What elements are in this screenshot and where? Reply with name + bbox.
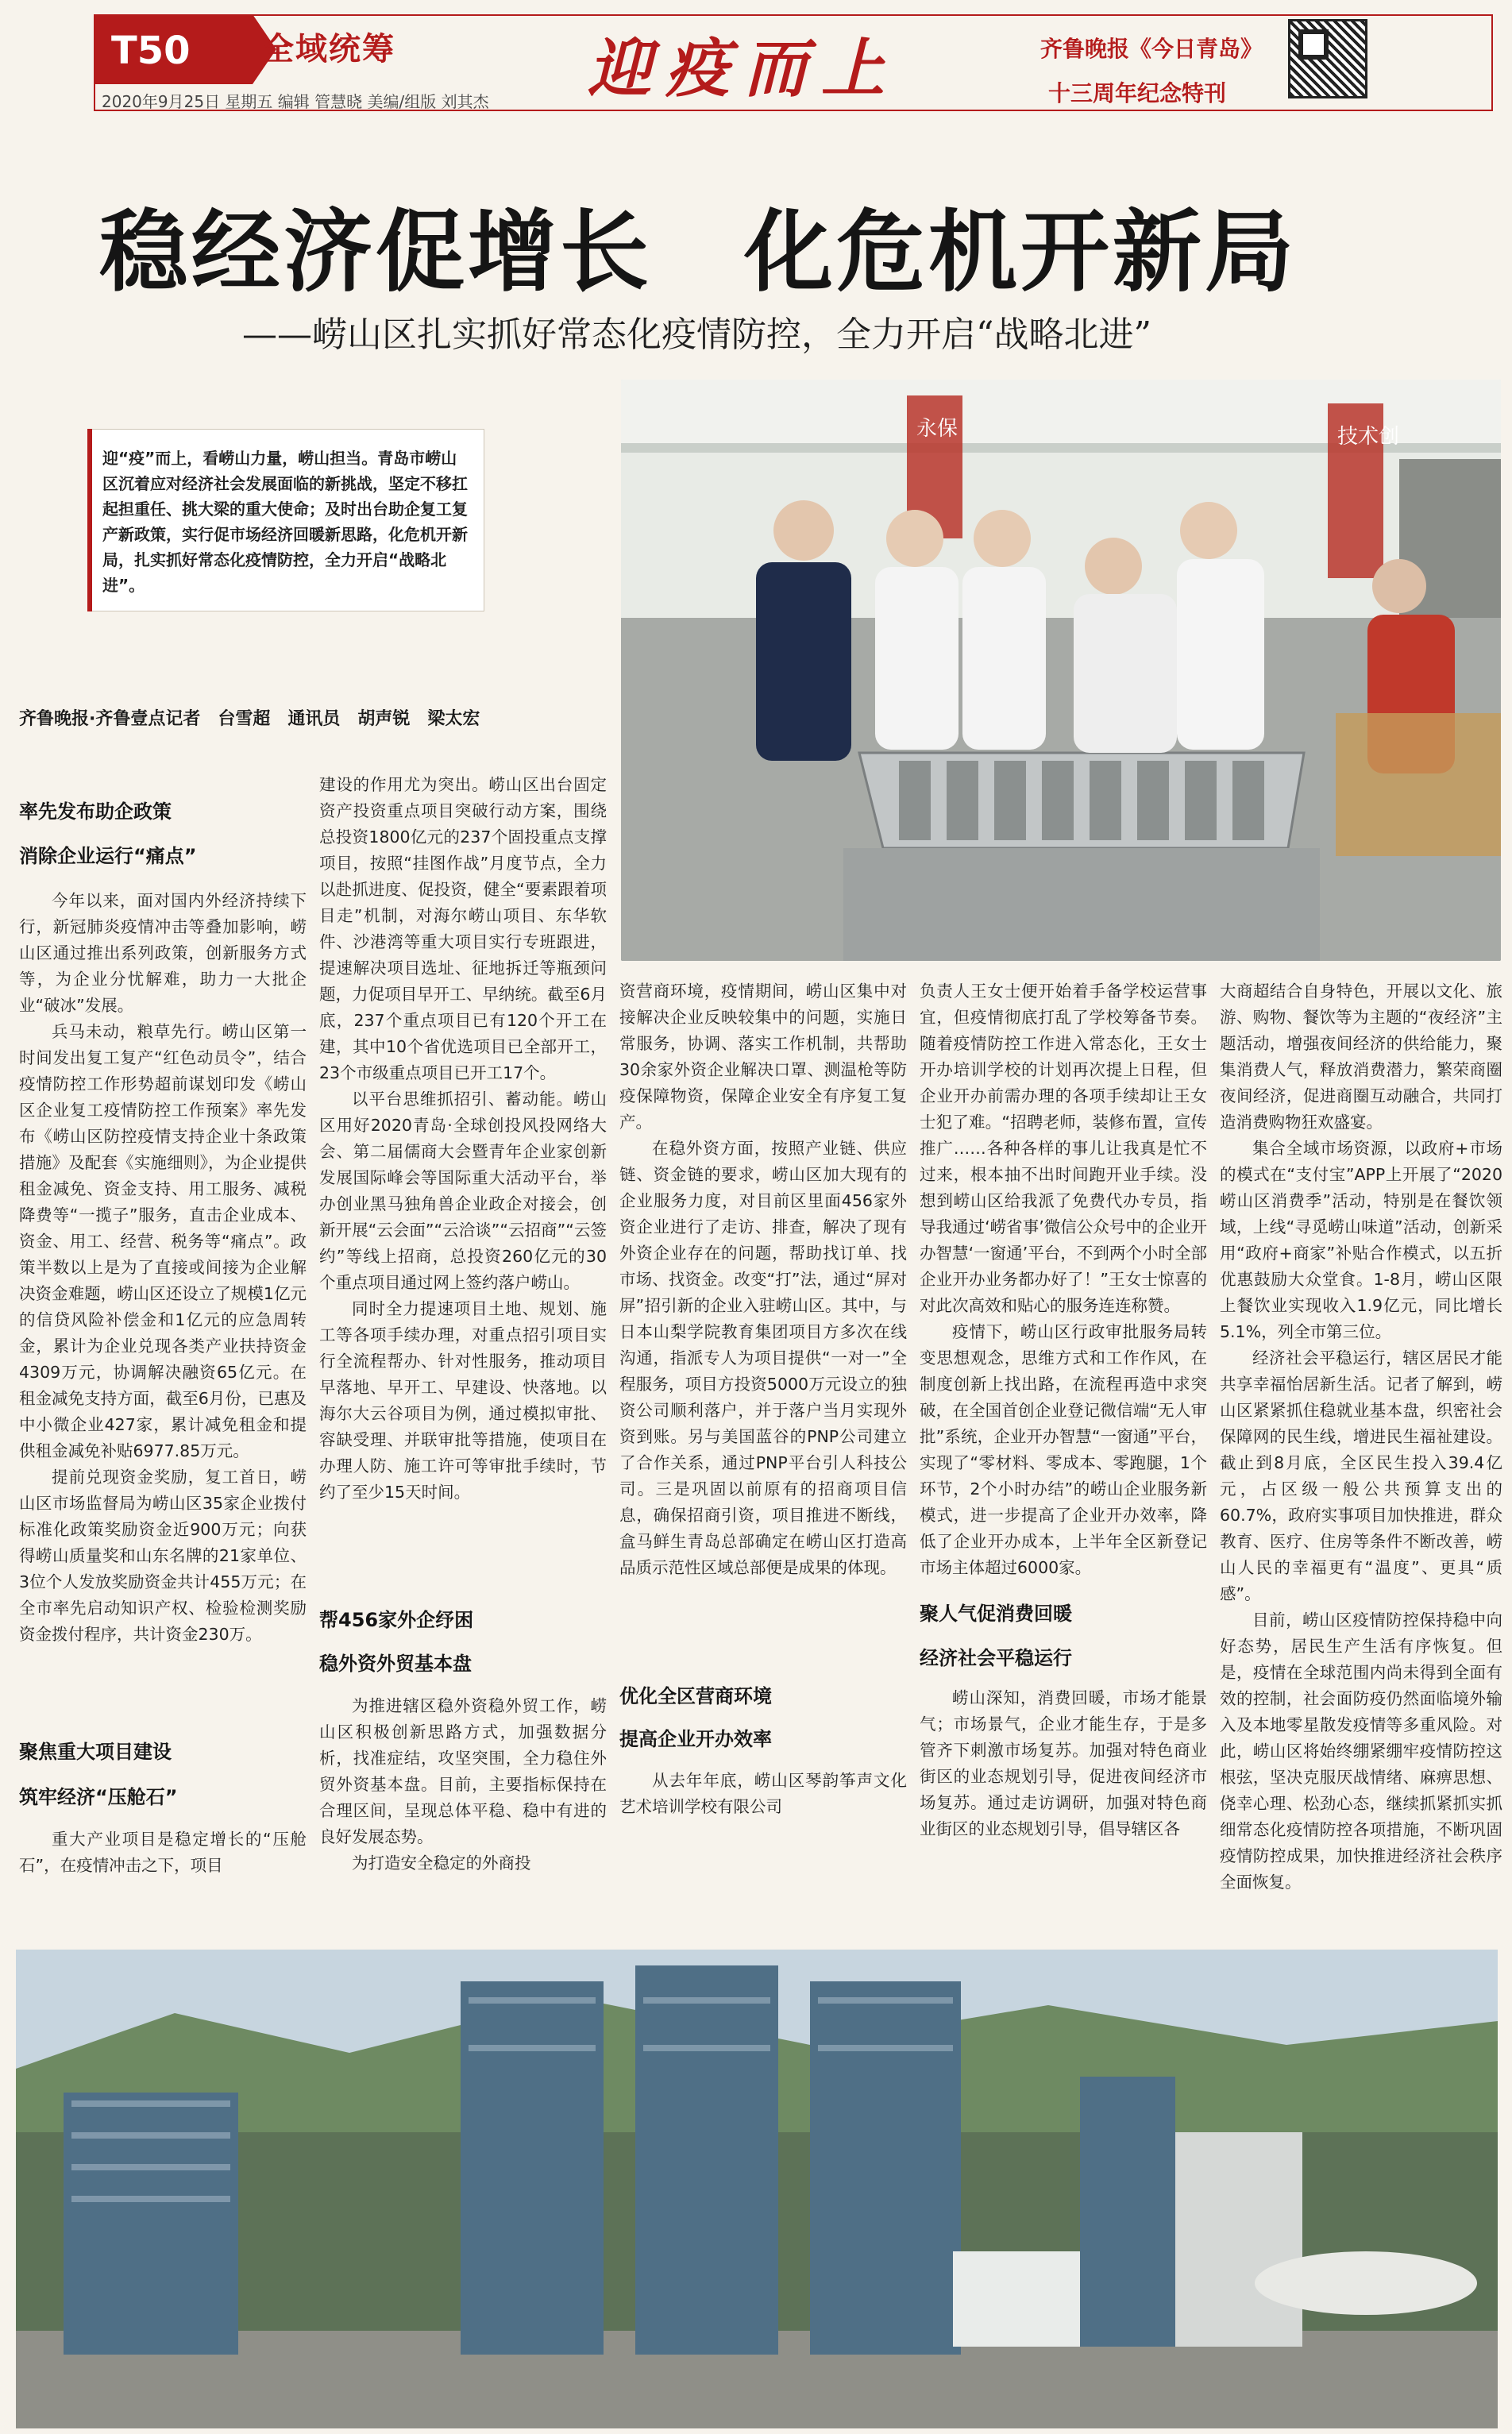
intro-text: 迎“疫”而上，看崂山力量，崂山担当。青岛市崂山区沉着应对经济社会发展面临的新挑战，坚定不移扛起担重任、挑大梁的重大使命；及时出台助企复工复产新政策，实行促市场经济回暖新思路，化危机开新局，扎实抓好常态化疫情防控，全力开启“战略北进”。 <box>102 449 468 595</box>
heading-col1-d: 筑牢经济“压舱石” <box>19 1786 178 1808</box>
heading-col1-a: 率先发布助企政策 <box>19 800 172 823</box>
heading-col2-a: 帮456家外企纾困 <box>319 1609 474 1631</box>
issue-meta: 2020年9月25日 星期五 编辑 管慧晓 美编/组版 刘其杰 <box>102 92 489 111</box>
paragraph: 提前兑现资金奖励，复工首日，崂山区市场监督局为崂山区35家企业拨付标准化政策奖励资金近900万元；向获得崂山质量奖和山东名牌的21家单位、3位个人发放奖励资金共计455万元；在全市率先启动知识产权、检验检测奖励资金拨付程序，共计资金230万。 <box>19 1468 307 1644</box>
section-title: 全域统筹 <box>262 31 395 68</box>
paragraph: 为打造安全稳定的外商投 <box>352 1853 531 1873</box>
photo-laoshan-aerial-art <box>16 1950 1498 2428</box>
main-headline: 稳经济促增长 化危机开新局 <box>99 201 1297 304</box>
paragraph: 经济社会平稳运行，辖区居民才能共享幸福怡居新生活。记者了解到，崂山区紧紧抓住稳就业基本盘，织密社会保障网的民生线，增进民生福祉建设。截止到8月底，全区民生投入39.4亿元，占区级一般公共预算支出的60.7%，政府实事项目加快推进，群众教育、医疗、住房等条件不断改善，崂山人民的幸福更有“温度”、更具“质感”。 <box>1220 1348 1502 1603</box>
heading-col1-c: 聚焦重大项目建设 <box>19 1741 172 1763</box>
photo-tea-inspection-art <box>621 380 1501 961</box>
qr-code-icon <box>1288 19 1367 98</box>
paragraph: 重大产业项目是稳定增长的“压舱石”，在疫情冲击之下，项目 <box>19 1830 307 1875</box>
paragraph: 疫情下，崂山区行政审批服务局转变思想观念，思维方式和工作作风，在制度创新上找出路，在流程再造中求突破，在全国首创企业登记微信端“无人审批”系统，企业开办智慧“一窗通”平台，实现了“零材料、零成本、零跑腿，1个环节，2个小时办结”的崂山企业服务新模式，进一步提高了企业开办效率，降低了企业开办成本，上半年全区新登记市场主体超过6000家。 <box>920 1322 1207 1577</box>
paragraph: 兵马未动，粮草先行。崂山区第一时间发出复工复产“红色动员令”，结合疫情防控工作形势超前谋划印发《崂山区企业复工疫情防控工作预案》率先发布《崂山区防控疫情支持企业十条政策措施》及配套《实施细则》，为企业提供租金减免、资金支持、用工服务、减税降费等“一揽子”服务，直击企业成本、资金、用工、经营、税务等“痛点”。政策半数以上是为了直接或间接为企业解决资金难题，崂山区还设立了规模1亿元的信贷风险补偿金和1亿元的应急周转金，累计为企业兑现各类产业扶持资金4309万元，协调解决融资65亿元。在租金减免支持方面，截至6月份，已惠及中小微企业427家，累计减免租金和提供租金减免补贴6977.85万元。 <box>19 1022 307 1460</box>
heading-col4-b: 经济社会平稳运行 <box>920 1647 1072 1669</box>
page-number-badge <box>94 14 253 84</box>
paragraph: 资营商环境，疫情期间，崂山区集中对接解决企业反映较集中的问题，实施日常服务，协调、落实工作机制，共帮助30余家外资企业解决口罩、测温枪等防疫保障物资，保障企业安全有序复工复产。 <box>619 982 907 1132</box>
article-col4-tail <box>920 1685 1207 1842</box>
article-col2 <box>319 772 607 1506</box>
paragraph: 大商超结合自身特色，开展以文化、旅游、购物、餐饮等为主题的“夜经济”主题活动，增强夜间经济的供给能力，聚集消费人气，释放消费潜力，繁荣商圈夜间经济，促进商圈互动融合，共同打造消费购物狂欢盛宴。 <box>1220 982 1502 1132</box>
intro-accent-bar <box>87 429 92 611</box>
byline: 齐鲁晚报·齐鲁壹点记者 台雪超 通讯员 胡声锐 梁太宏 <box>19 709 480 729</box>
campaign-slogan: 迎疫而上 <box>588 31 899 106</box>
page-number: T50 <box>111 29 191 73</box>
paragraph: 集合全域市场资源，以政府+市场的模式在“支付宝”APP上开展了“2020崂山区消费季”活动，特别是在餐饮领域，上线“寻觅崂山味道”活动，创新采用“政府+商家”补贴合作模式，以五折优惠鼓励大众堂食。1-8月，崂山区限上餐饮业实现收入1.9亿元，同比增长5.1%，列全市第三位。 <box>1220 1139 1502 1341</box>
anniversary-label: 十三周年纪念特刊 <box>1048 80 1227 106</box>
banner-sign-right: 技术创 <box>1337 425 1400 449</box>
paragraph: 崂山深知，消费回暖，市场才能景气；市场景气，企业才能生存，于是多管齐下刺激市场复苏。加强对特色商业街区的业态规划引导，促进夜间经济市场复苏。通过走访调研，加强对特色商业街区的业态规划引导，倡导辖区各 <box>920 1688 1207 1838</box>
newspaper-name: 齐鲁晚报《今日青岛》 <box>1040 36 1263 62</box>
article-col1 <box>19 888 307 1648</box>
heading-col3-b: 提高企业开办效率 <box>619 1728 772 1750</box>
paragraph: 目前，崂山区疫情防控保持稳中向好态势，居民生产生活有序恢复。但是，疫情在全球范围内尚未得到全面有效的控制，社会面防疫仍然面临境外输入及本地零星散发疫情等多重风险。对此，崂山区将始终绷紧绷牢疫情防控这根弦，坚决克服厌战情绪、麻痹思想、侥幸心理、松劲心态，继续抓紧抓实抓细常态化疫情防控各项措施，不断巩固疫情防控成果，加快推进经济社会秩序全面恢复。 <box>1220 1610 1502 1892</box>
heading-col4-a: 聚人气促消费回暖 <box>920 1603 1072 1625</box>
paragraph: 建设的作用尤为突出。崂山区出台固定资产投资重点项目突破行动方案，围绕总投资1800亿元的237个固投重点支撑项目，按照“挂图作战”月度节点，全力以赴抓进度、促投资，健全“要素跟着项目走”机制，对海尔崂山项目、东华软件、沙港湾等重大项目实行专班跟进，提速解决项目选址、征地拆迁等瓶颈问题，力促项目早开工、早纳统。截至6月底，237个重点项目已有120个开工在建，其中10个省优选项目已全部开工，23个市级重点项目已开工17个。 <box>319 775 607 1082</box>
sub-headline: ——崂山区扎实抓好常态化疫情防控，全力开启“战略北进” <box>242 314 1151 355</box>
paragraph: 为推进辖区稳外资稳外贸工作，崂山区积极创新思路方式，加强数据分析，找准症结，攻坚突围，全力稳住外贸外资基本盘。目前，主要指标保持在合理区间，呈现总体平稳、稳中有进的良好发展态势。 <box>319 1696 607 1846</box>
article-col4 <box>920 978 1207 1581</box>
article-col2-tail <box>319 1693 607 1877</box>
article-col5 <box>1220 978 1502 1896</box>
intro-box <box>87 429 484 611</box>
article-col1-tail <box>19 1826 307 1879</box>
paragraph: 今年以来，面对国内外经济持续下行，新冠肺炎疫情冲击等叠加影响，崂山区通过推出系列政策，创新服务方式等，为企业分忧解难，助力一大批企业“破冰”发展。 <box>19 891 307 1015</box>
heading-col1-b: 消除企业运行“痛点” <box>19 845 197 867</box>
paragraph: 以平台思维抓招引、蓄动能。崂山区用好2020青岛·全球创投风投网络大会、第二届儒商大会暨青年企业家创新发展国际峰会等国际重大活动平台，举办创业黑马独角兽企业政企对接会，创新开展“云会面”“云洽谈”“云招商”“云签约”等线上招商，总投资260亿元的30个重点项目通过网上签约落户崂山。 <box>319 1090 607 1292</box>
banner-sign-left: 永保 <box>916 417 958 441</box>
photo-laoshan-aerial <box>16 1950 1498 2428</box>
heading-col3-a: 优化全区营商环境 <box>619 1685 772 1707</box>
paragraph: 从去年年底，崂山区琴韵筝声文化艺术培训学校有限公司 <box>619 1771 907 1816</box>
article-col3-tail <box>619 1768 907 1820</box>
paragraph: 同时全力提速项目土地、规划、施工等各项手续办理，对重点招引项目实行全流程帮办、针对性服务，推动项目早落地、早开工、早建设、快落地。以海尔大云谷项目为例，通过模拟审批、容缺受理、并联审批等措施，使项目在办理人防、施工许可等审批手续时，节约了至少15天时间。 <box>319 1299 607 1502</box>
photo-tea-inspection <box>621 380 1501 961</box>
paragraph: 在稳外资方面，按照产业链、供应链、资金链的要求，崂山区加大现有的企业服务力度，对目前区里面456家外资企业进行了走访、排查，解决了现有外资企业存在的问题，帮助找订单、找市场、找资金。改变“打”法，通过“屏对屏”招引新的企业入驻崂山区。其中，与日本山梨学院教育集团项目方多次在线沟通，指派专人为项目提供“一对一”全程服务，项目方投资5000万元设立的独资公司顺利落户，并于落户当月实现外资到账。另与美国蓝谷的PNP公司建立了合作关系，通过PNP平台引人科技公司。三是巩固以前原有的招商项目信息，确保招商引资，项目推进不断线，盒马鲜生青岛总部确定在崂山区打造高品质示范性区域总部便是成果的体现。 <box>619 1139 907 1577</box>
article-col3 <box>619 978 907 1581</box>
heading-col2-b: 稳外资外贸基本盘 <box>319 1653 472 1675</box>
paragraph: 负责人王女士便开始着手备学校运营事宜，但疫情彻底打乱了学校筹备节奏。随着疫情防控工作进入常态化，王女士开办培训学校的计划再次提上日程，但企业开办前需办理的各项手续却让王女士犯了难。“招聘老师，装修布置，宣传推广……各种各样的事儿让我真是忙不过来，根本抽不出时间跑开业手续。没想到崂山区给我派了免费代办专员，指导我通过‘崂省事’微信公众号中的企业开办智慧‘一窗通’平台，不到两个小时全部企业开办业务都办好了！”王女士惊喜的对此次高效和贴心的服务连连称赞。 <box>920 982 1207 1315</box>
